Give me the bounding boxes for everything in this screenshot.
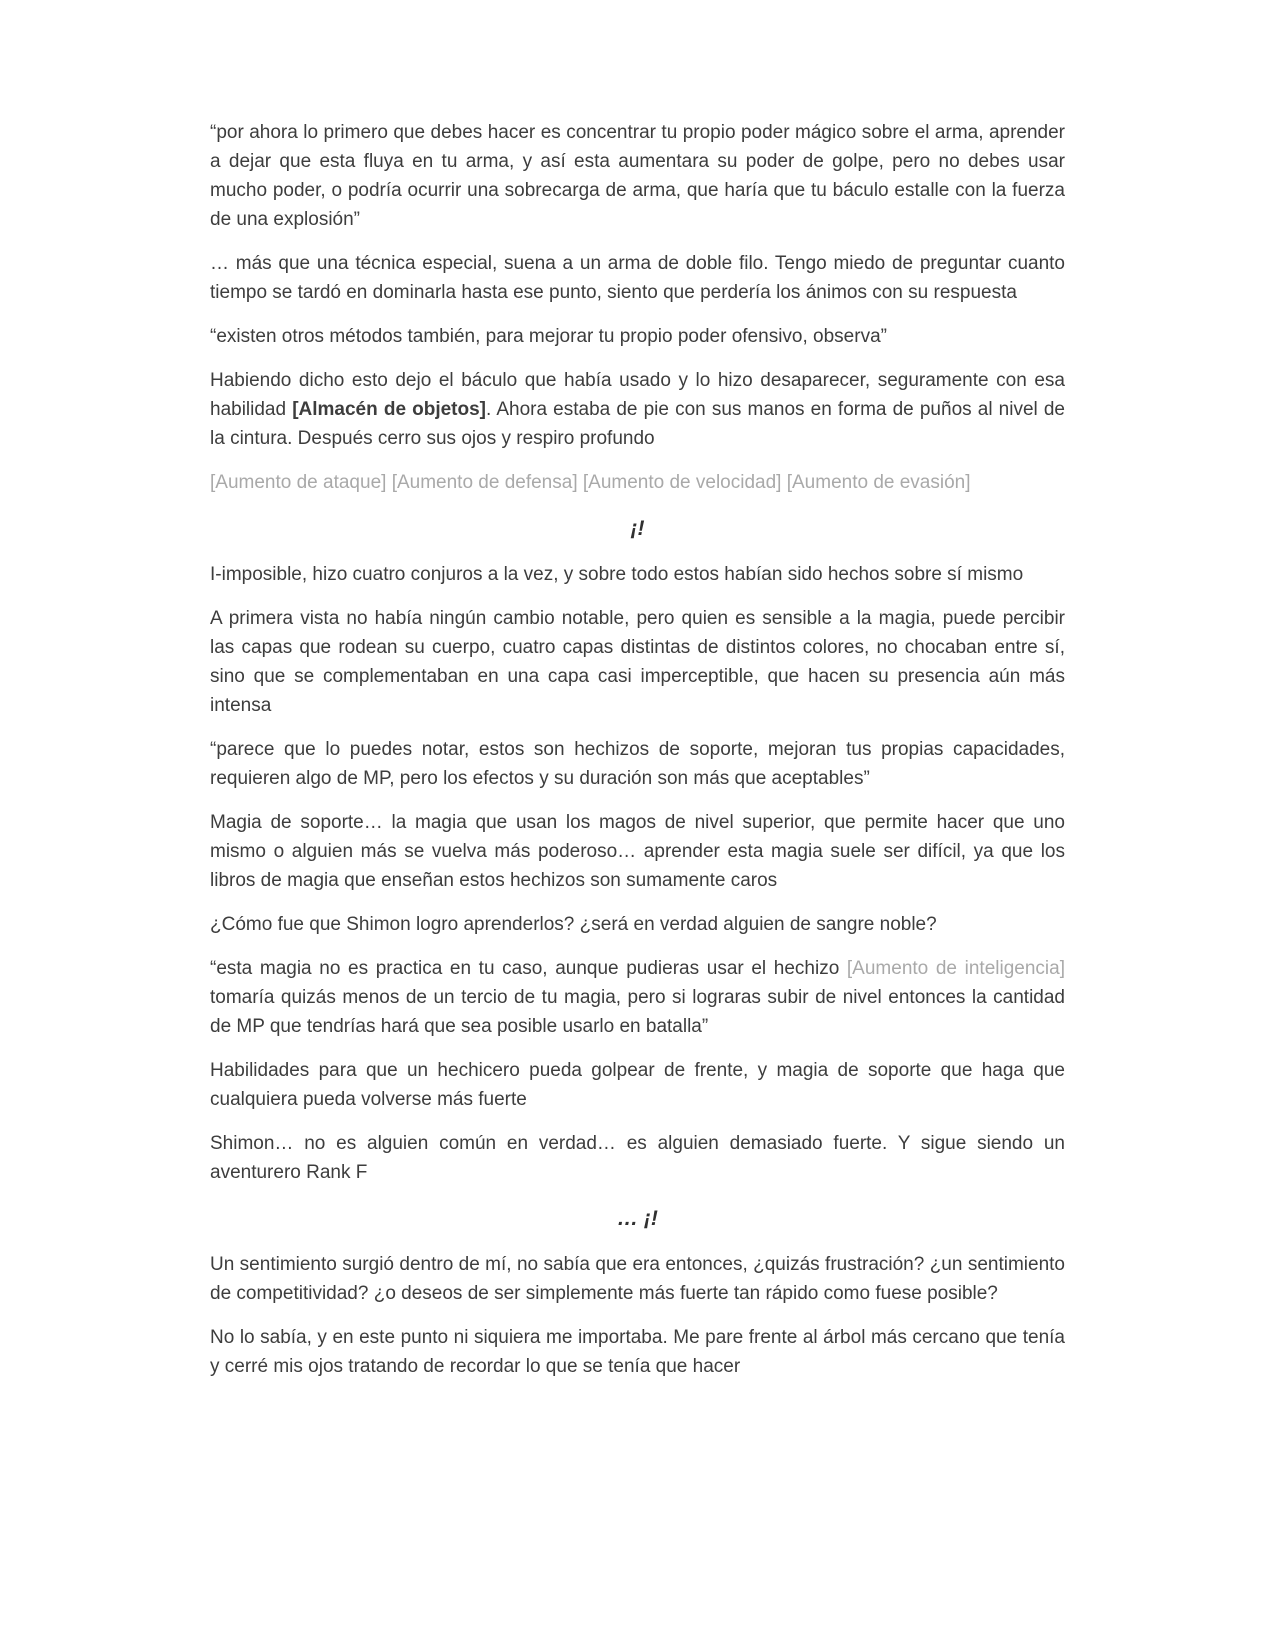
- paragraph-item-storage-text-b: . Ahora estaba de pie con sus manos en forma de puños al nivel de la cintura. Después cerro sus ojos y respiro profundo: [210, 399, 1065, 449]
- paragraph-feeling: Un sentimiento surgió dentro de mí, no sabía que era entonces, ¿quizás frustración? ¿un sentimiento de competitividad? ¿o deseos de ser simplemente más fuerte tan rápido como fuese posible?: [210, 1254, 1065, 1304]
- paragraph-double-edged-sword: … más que una técnica especial, suena a un arma de doble filo. Tengo miedo de preguntar cuanto tiempo se tardó en dominarla hasta ese punto, siento que perdería los ánimos con su respuesta: [210, 253, 1065, 303]
- skill-name-item-storage: [Almacén de objetos]: [292, 399, 487, 420]
- paragraph-support-magic: Magia de soporte… la magia que usan los magos de nivel superior, que permite hacer que uno mismo o alguien más se vuelva más poderoso… aprender esta magia suele ser difícil, ya que los libros de magia que enseñan estos hechizos son sumamente caros: [210, 812, 1065, 891]
- paragraph-item-storage: [210, 366, 1065, 453]
- paragraph-dialog-other-methods: “existen otros métodos también, para mejorar tu propio poder ofensivo, observa”: [210, 326, 887, 347]
- sfx-exclamation-2: … ¡!: [617, 1207, 658, 1230]
- paragraph-impossible: I-imposible, hizo cuatro conjuros a la vez, y sobre todo estos habían sido hechos sobre sí mismo: [210, 564, 1024, 585]
- paragraph-shimon-rank-f: Shimon… no es alguien común en verdad… es alguien demasiado fuerte. Y sigue siendo un aventurero Rank F: [210, 1133, 1065, 1183]
- paragraph-dialog-weapon-magic: “por ahora lo primero que debes hacer es concentrar tu propio poder mágico sobre el arma, aprender a dejar que esta fluya en tu arma, y así esta aumentara su poder de golpe, pero no debes usar mucho poder, o podría ocurrir una sobrecarga de arma, que haría que tu báculo estalle con la fuerza de una explosión”: [210, 122, 1065, 230]
- paragraph-intelligence-buff-text-b: tomaría quizás menos de un tercio de tu magia, pero si lograras subir de nivel entonces la cantidad de MP que tendrías hará que sea posible usarlo en batalla”: [210, 987, 1065, 1037]
- paragraph-abilities-summary: Habilidades para que un hechicero pueda golpear de frente, y magia de soporte que haga que cualquiera pueda volverse más fuerte: [210, 1060, 1065, 1110]
- paragraph-intelligence-buff-text-a: “esta magia no es practica en tu caso, aunque pudieras usar el hechizo: [210, 958, 847, 979]
- paragraph-facing-tree: No lo sabía, y en este punto ni siquiera me importaba. Me pare frente al árbol más cercano que tenía y cerré mis ojos tratando de recordar lo que se tenía que hacer: [210, 1327, 1065, 1377]
- paragraph-magic-layers: A primera vista no había ningún cambio notable, pero quien es sensible a la magia, puede percibir las capas que rodean su cuerpo, cuatro capas distintas de distintos colores, no chocaban entre sí, sino que se complementaban en una capa casi imperceptible, que hacen su presencia aún más intensa: [210, 608, 1065, 716]
- paragraph-item-storage-text-a: Habiendo dicho esto dejo el báculo que había usado y lo hizo desaparecer, seguramente con esa habilidad: [210, 370, 1065, 420]
- paragraph-question-shimon: ¿Cómo fue que Shimon logro aprenderlos? ¿será en verdad alguien de sangre noble?: [210, 914, 937, 935]
- paragraph-intelligence-buff: [210, 954, 1065, 1041]
- buff-spells-line: [Aumento de ataque] [Aumento de defensa] [Aumento de velocidad] [Aumento de evasión]: [210, 472, 971, 493]
- paragraph-dialog-support-spells: “parece que lo puedes notar, estos son hechizos de soporte, mejoran tus propias capacidades, requieren algo de MP, pero los efectos y su duración son más que aceptables”: [210, 739, 1065, 789]
- sfx-exclamation-1: ¡!: [630, 517, 645, 540]
- skill-name-intelligence-buff: [Aumento de inteligencia]: [846, 958, 1065, 979]
